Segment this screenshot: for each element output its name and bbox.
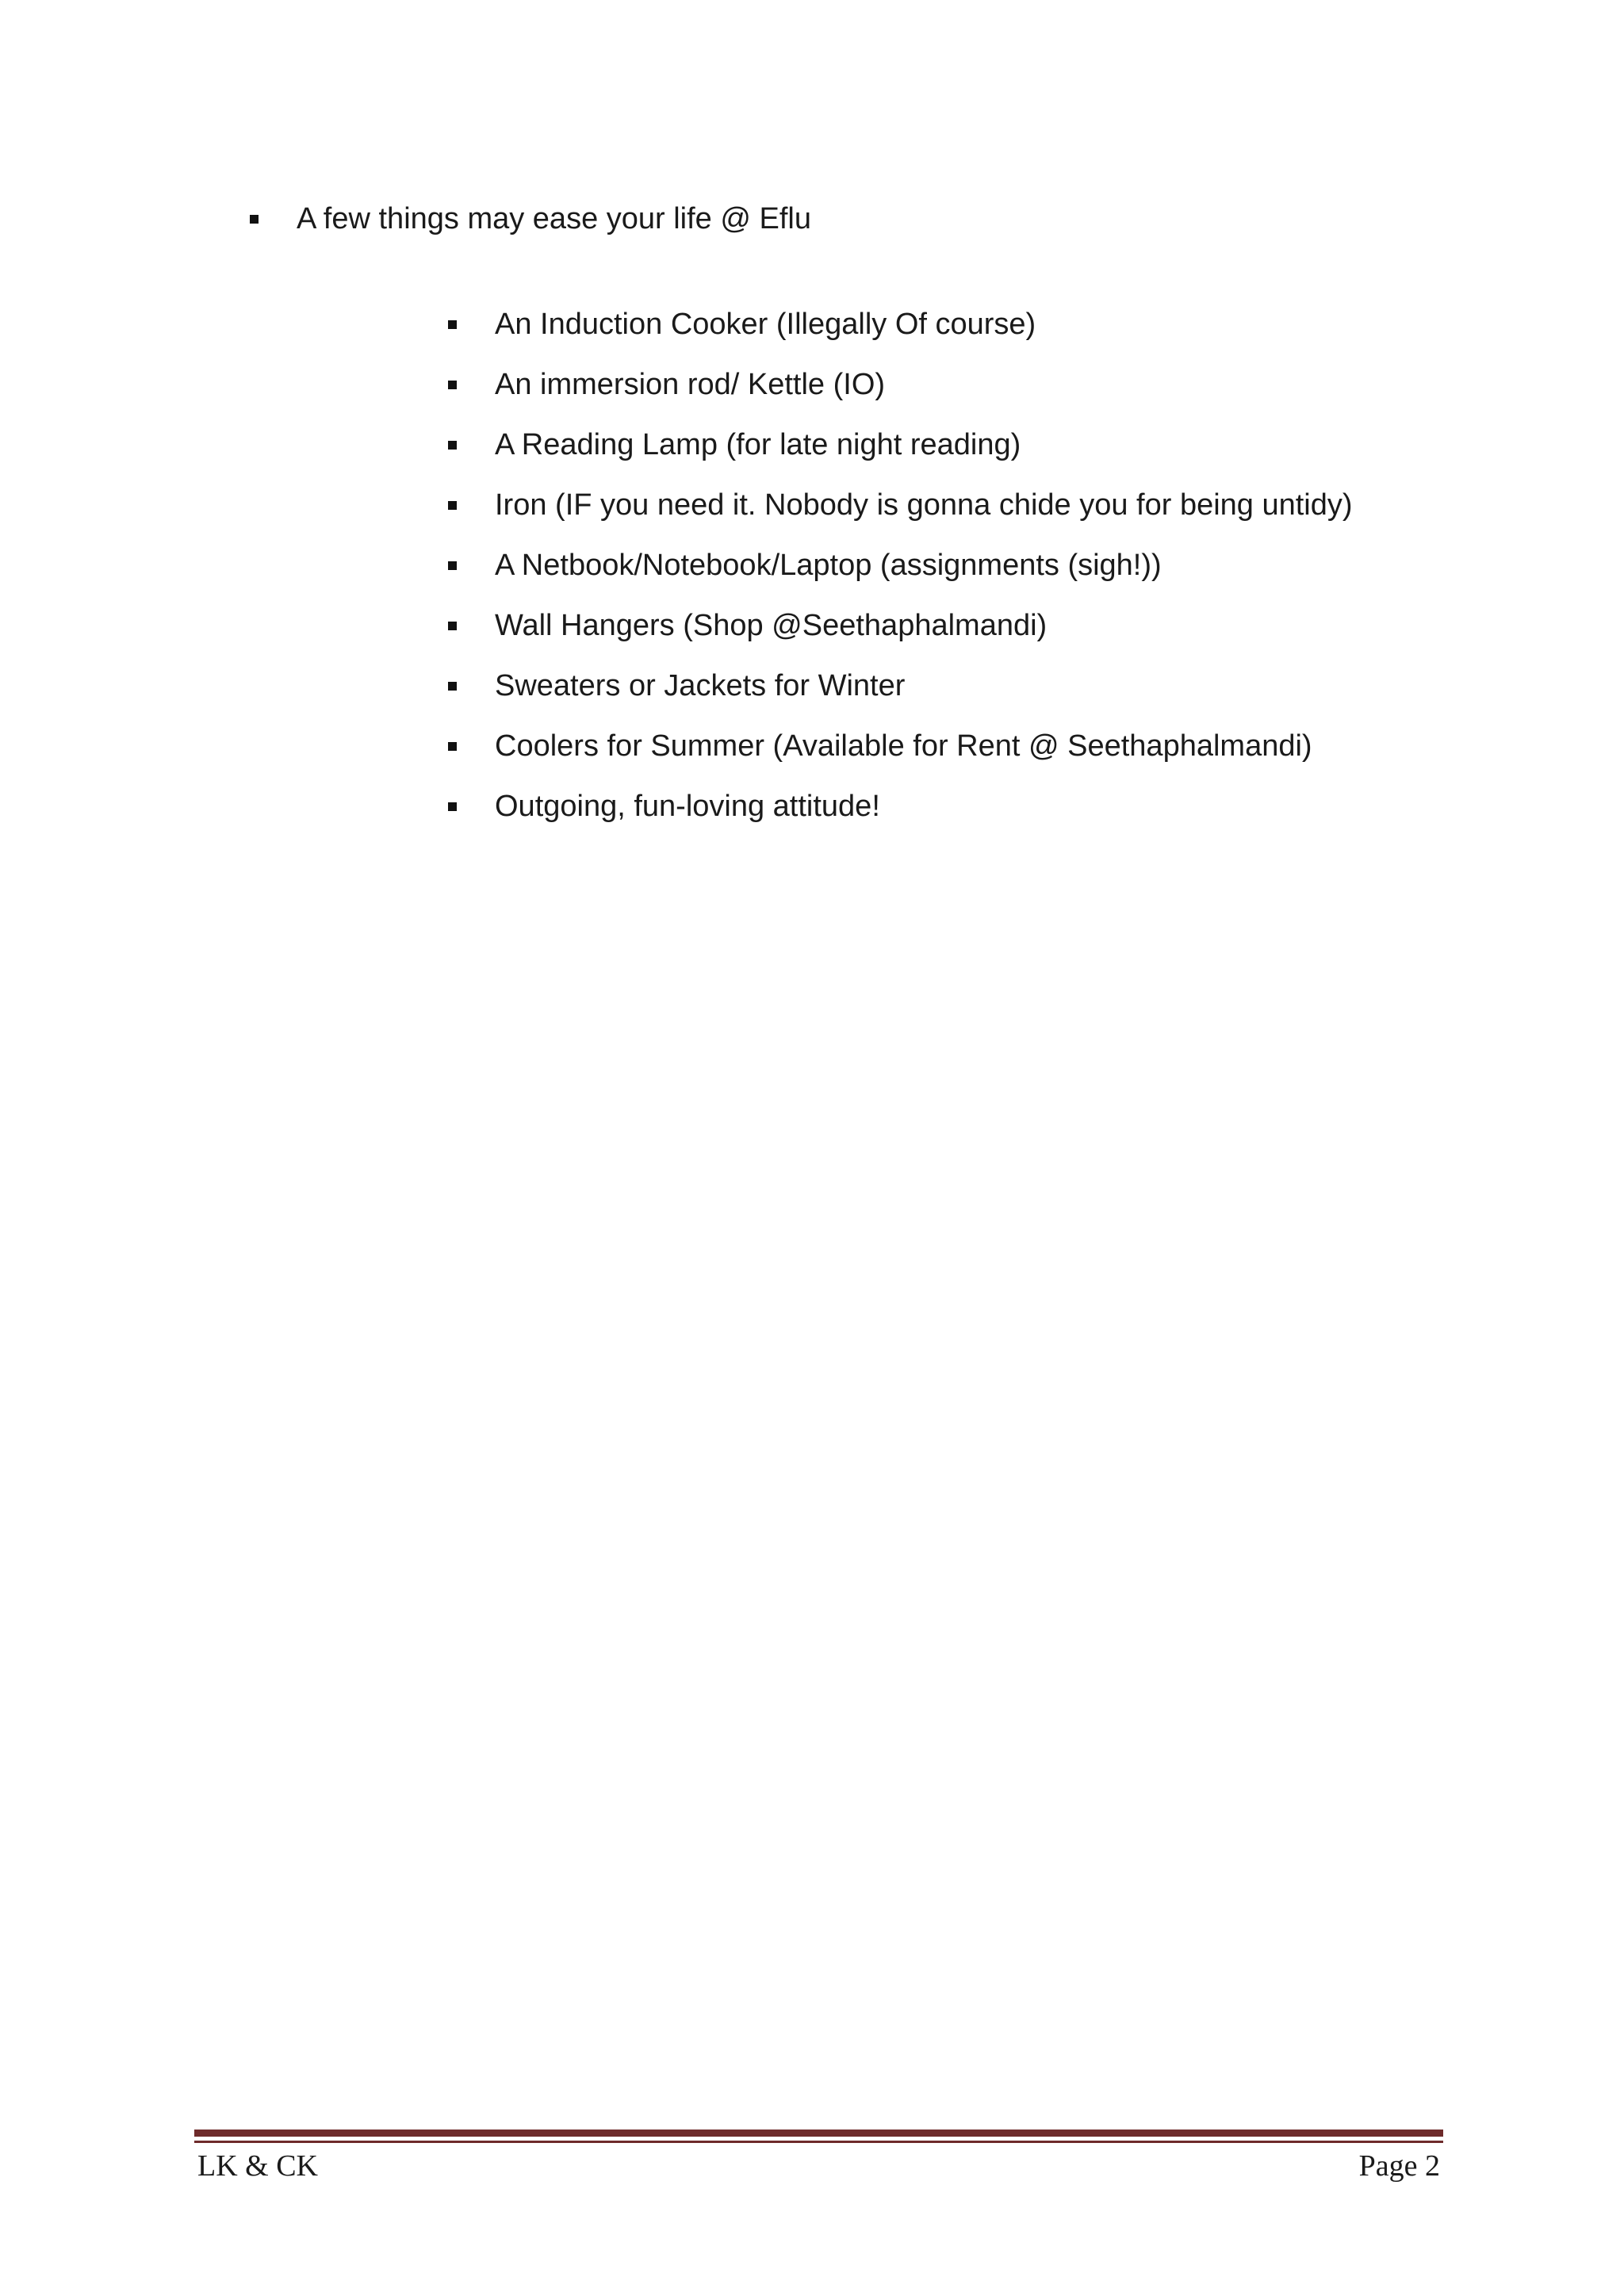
square-bullet-icon — [250, 215, 259, 224]
footer-authors: LK & CK — [197, 2149, 318, 2183]
square-bullet-icon — [448, 501, 457, 510]
list-item — [448, 671, 905, 701]
square-bullet-icon — [448, 561, 457, 570]
list-item-text: An Induction Cooker (Illegally Of course) — [495, 308, 1036, 341]
list-item — [448, 610, 1047, 641]
list-item-text: A Reading Lamp (for late night reading) — [495, 428, 1021, 461]
footer-rule-thin — [194, 2141, 1443, 2143]
square-bullet-icon — [448, 622, 457, 630]
footer-page-number: Page 2 — [1358, 2149, 1440, 2183]
list-item — [448, 309, 1036, 339]
square-bullet-icon — [448, 381, 457, 389]
list-item — [448, 791, 880, 821]
square-bullet-icon — [448, 441, 457, 450]
list-item — [448, 430, 1021, 460]
square-bullet-icon — [448, 682, 457, 691]
list-item-text: A few things may ease your life @ Eflu — [297, 202, 811, 235]
square-bullet-icon — [448, 320, 457, 329]
list-item — [448, 550, 1162, 580]
square-bullet-icon — [448, 742, 457, 751]
list-item-text: Wall Hangers (Shop @Seethaphalmandi) — [495, 609, 1048, 642]
list-item-text: Coolers for Summer (Available for Rent @ Seethaphalmandi) — [495, 729, 1312, 763]
square-bullet-icon — [448, 802, 457, 811]
list-item — [448, 731, 1312, 761]
list-item — [448, 369, 885, 400]
list-item-top-level — [250, 204, 811, 234]
list-item-text: An immersion rod/ Kettle (IO) — [495, 368, 886, 401]
list-item-text: Iron (IF you need it. Nobody is gonna chide you for being untidy) — [495, 488, 1353, 522]
list-item-text: A Netbook/Notebook/Laptop (assignments (sigh!)) — [495, 549, 1162, 582]
footer-rule-thick — [194, 2130, 1443, 2137]
list-item-text: Outgoing, fun-loving attitude! — [495, 790, 880, 823]
list-item — [448, 490, 1353, 520]
list-item-text: Sweaters or Jackets for Winter — [495, 669, 906, 702]
